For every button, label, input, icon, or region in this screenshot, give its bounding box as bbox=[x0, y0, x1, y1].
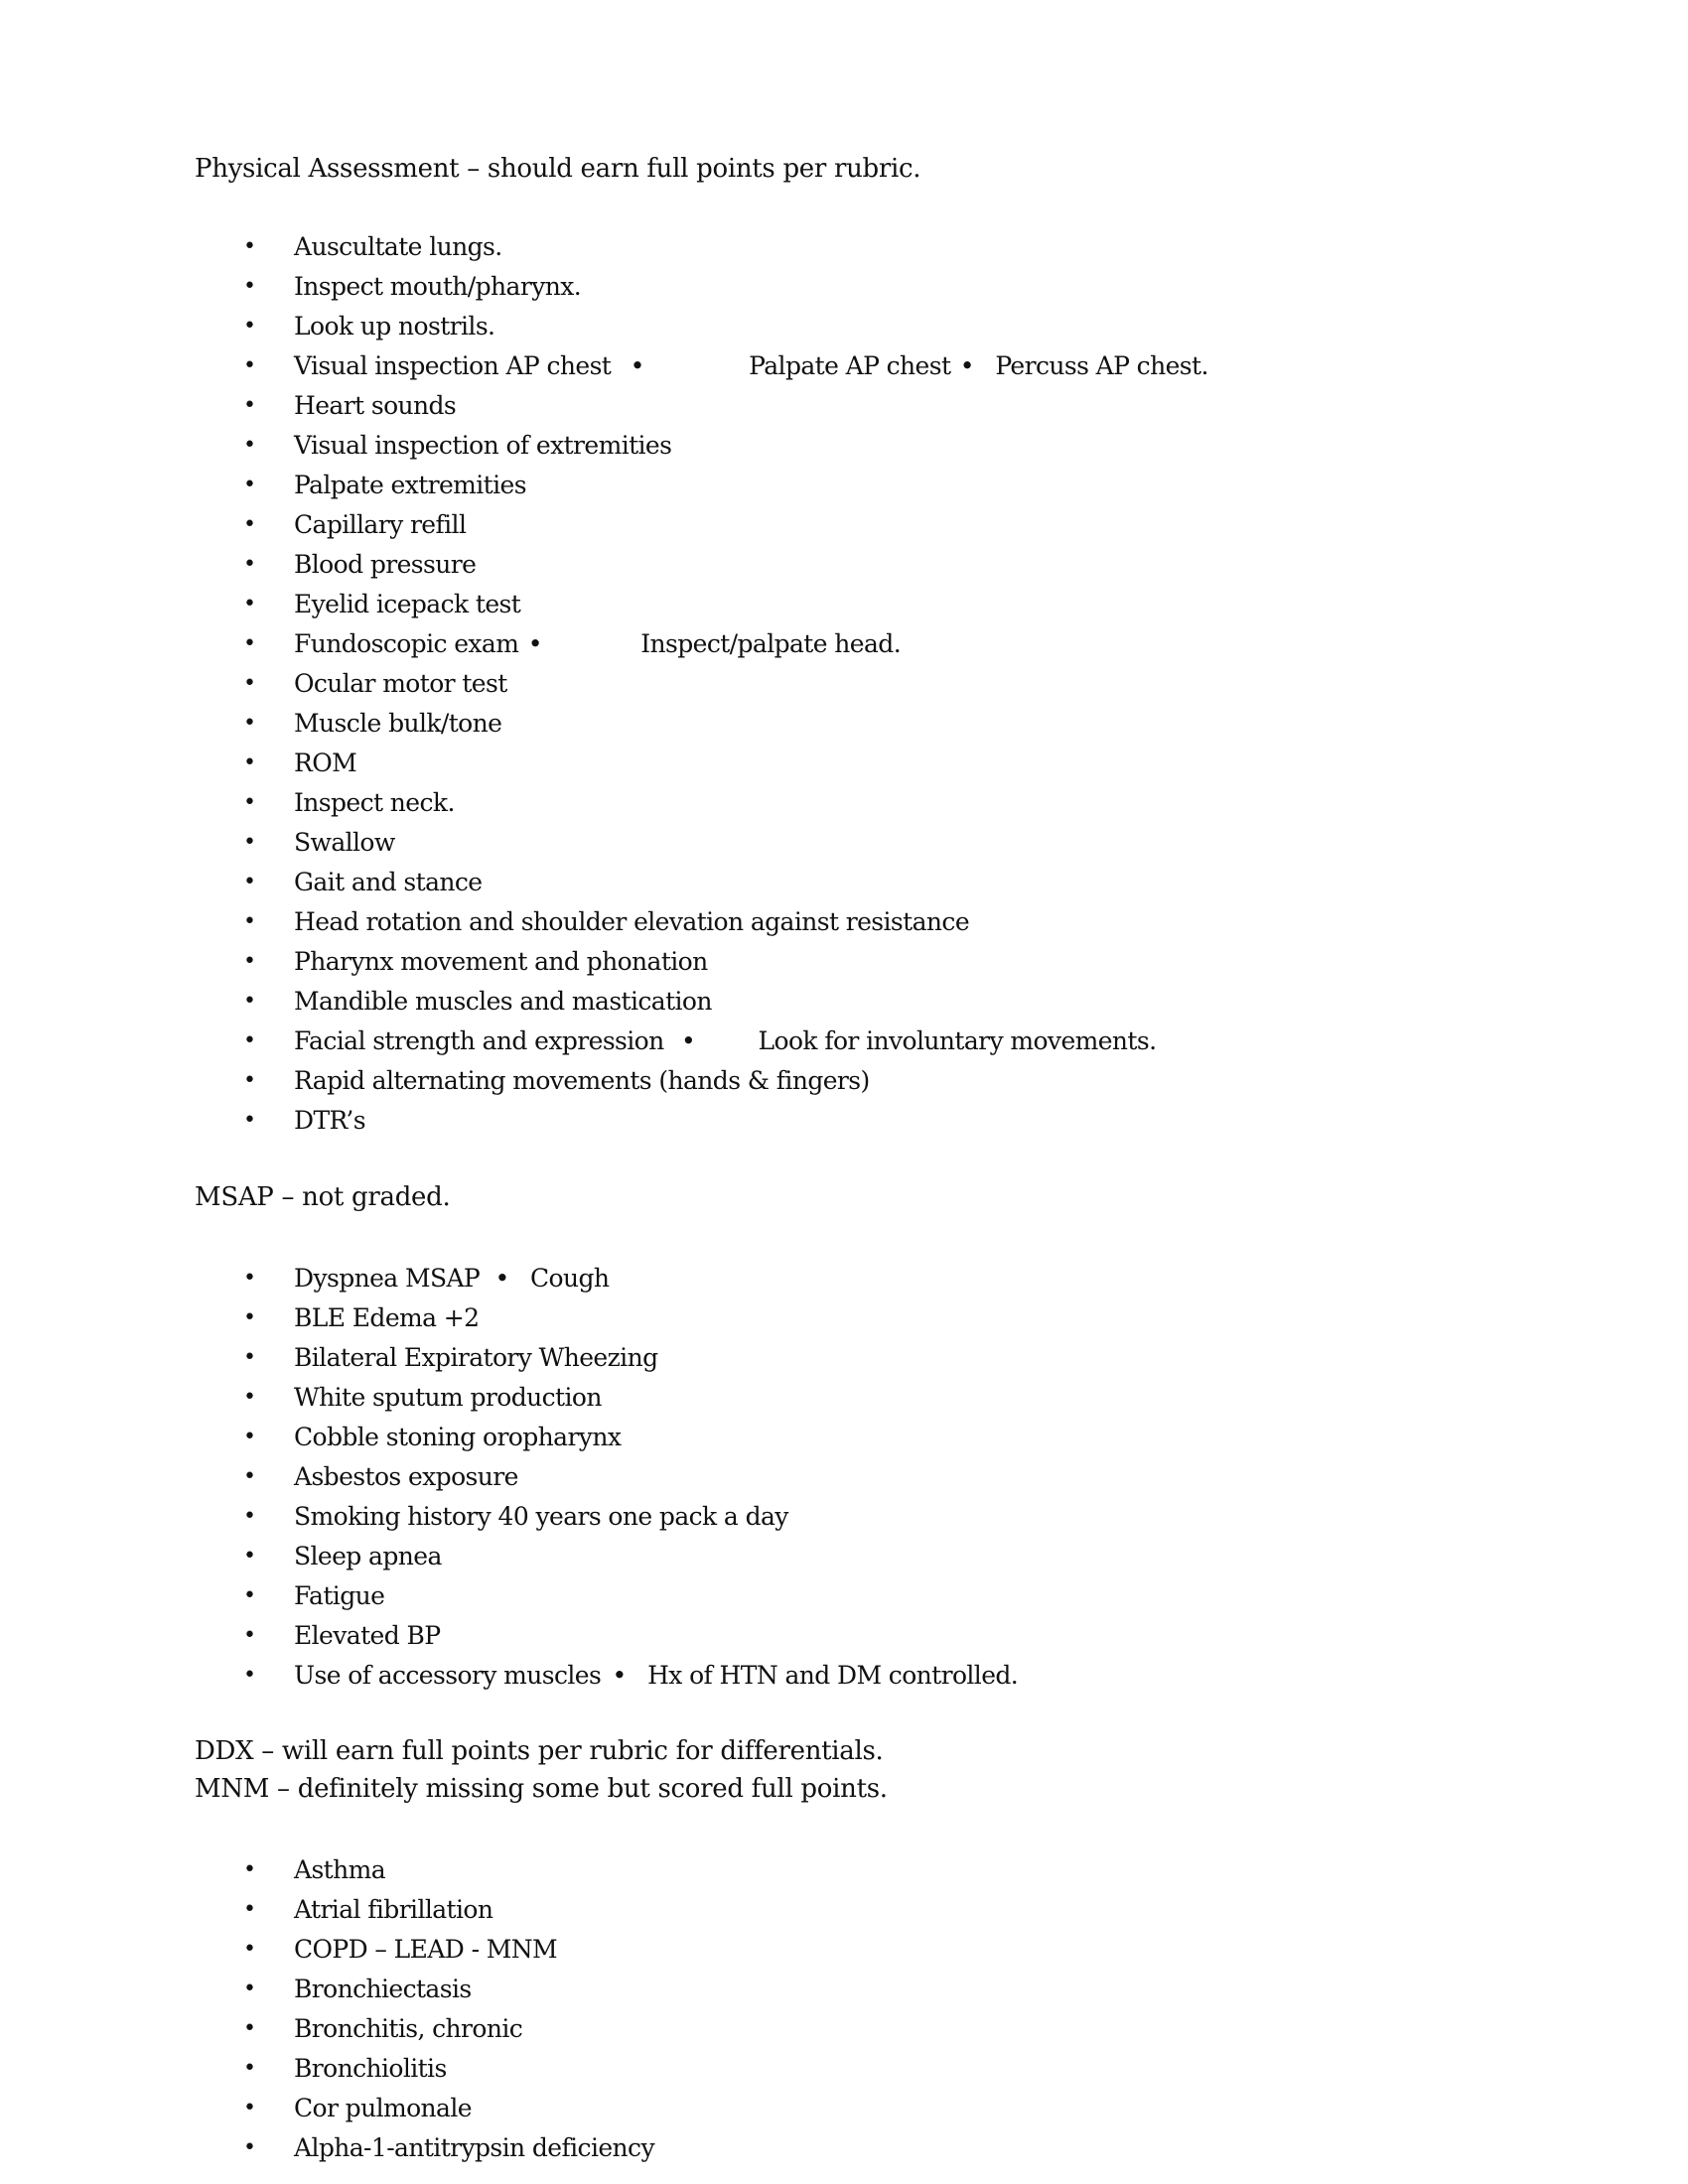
list-item-text: Bronchiectasis bbox=[294, 1975, 472, 2003]
bullet: • bbox=[243, 274, 256, 299]
list-item-text: Ocular motor test bbox=[294, 669, 507, 698]
item-facial-strength: Facial strength and expression bbox=[294, 1026, 664, 1055]
list-item-text: Alpha-1-antitrypsin deficiency bbox=[294, 2133, 654, 2162]
list-item-text: Head rotation and shoulder elevation against resistance bbox=[294, 907, 970, 936]
bullet: • bbox=[243, 1068, 256, 1093]
bullet: • bbox=[243, 1623, 256, 1648]
bullet: • bbox=[243, 234, 256, 259]
heading-msap: MSAP – not graded. bbox=[195, 1182, 451, 1212]
list-item-text: Eyelid icepack test bbox=[294, 590, 521, 618]
list-item-text: Inspect neck. bbox=[294, 788, 455, 817]
bullet: • bbox=[243, 830, 256, 855]
bullet: • bbox=[494, 1264, 509, 1293]
bullet: • bbox=[243, 1977, 256, 2001]
list-item-text: Visual inspection of extremities bbox=[294, 431, 672, 460]
bullet: • bbox=[243, 671, 256, 696]
list-item-text: Capillary refill bbox=[294, 510, 467, 539]
bullet: • bbox=[243, 1345, 256, 1370]
list-item-text: Swallow bbox=[294, 828, 395, 857]
bullet: • bbox=[243, 909, 256, 934]
list-item-text bbox=[294, 624, 901, 664]
list-item-text: Cobble stoning oropharynx bbox=[294, 1423, 622, 1451]
bullet: • bbox=[243, 870, 256, 894]
list-item-text: Auscultate lungs. bbox=[294, 232, 502, 261]
bullet: • bbox=[243, 1583, 256, 1608]
bullet: • bbox=[243, 512, 256, 537]
bullet: • bbox=[630, 351, 644, 380]
item-visual-inspection-ap: Visual inspection AP chest bbox=[294, 351, 612, 380]
list-item-text: Blood pressure bbox=[294, 550, 477, 579]
bullet: • bbox=[243, 353, 256, 378]
list-item-text: Atrial fibrillation bbox=[294, 1895, 493, 1924]
list-item-text: Bronchiolitis bbox=[294, 2054, 447, 2083]
bullet: • bbox=[243, 1425, 256, 1449]
list-item-text: Asbestos exposure bbox=[294, 1462, 518, 1491]
bullet: • bbox=[243, 1897, 256, 1922]
list-item-text: Smoking history 40 years one pack a day bbox=[294, 1502, 788, 1531]
list-item-text: Sleep apnea bbox=[294, 1542, 442, 1570]
bullet: • bbox=[681, 1026, 696, 1055]
list-item-text: Heart sounds bbox=[294, 391, 457, 420]
list-item-text: Bilateral Expiratory Wheezing bbox=[294, 1343, 658, 1372]
list-item-text: Inspect mouth/pharynx. bbox=[294, 272, 582, 301]
bullet: • bbox=[243, 473, 256, 497]
bullet: • bbox=[243, 2056, 256, 2081]
list-item-text: White sputum production bbox=[294, 1383, 602, 1412]
list-item-text: Bronchitis, chronic bbox=[294, 2014, 523, 2043]
bullet: • bbox=[243, 631, 256, 656]
bullet: • bbox=[243, 314, 256, 339]
item-fundoscopic-exam: Fundoscopic exam bbox=[294, 629, 519, 658]
item-palpate-ap: Palpate AP chest bbox=[749, 351, 951, 380]
bullet: • bbox=[959, 351, 974, 380]
list-item-text: Pharynx movement and phonation bbox=[294, 947, 708, 976]
bullet: • bbox=[243, 711, 256, 736]
list-item-text: Cor pulmonale bbox=[294, 2094, 472, 2122]
list-item-text: ROM bbox=[294, 749, 357, 777]
bullet: • bbox=[243, 790, 256, 815]
list-item-text: Mandible muscles and mastication bbox=[294, 987, 712, 1016]
bullet: • bbox=[243, 989, 256, 1014]
list-item-text: Elevated BP bbox=[294, 1621, 441, 1650]
bullet: • bbox=[243, 2135, 256, 2160]
list-item-text: Rapid alternating movements (hands & fingers) bbox=[294, 1066, 870, 1095]
list-item-text: Look up nostrils. bbox=[294, 312, 495, 341]
bullet: • bbox=[243, 552, 256, 577]
bullet: • bbox=[243, 1663, 256, 1688]
item-involuntary-movements: Look for involuntary movements. bbox=[758, 1026, 1157, 1055]
list-item-text: COPD – LEAD - MNM bbox=[294, 1935, 558, 1964]
heading-ddx: DDX – will earn full points per rubric for differentials. bbox=[195, 1736, 884, 1766]
bullet: • bbox=[243, 2016, 256, 2041]
list-item-text: BLE Edema +2 bbox=[294, 1303, 480, 1332]
bullet: • bbox=[243, 1108, 256, 1133]
list-item-text: Muscle bulk/tone bbox=[294, 709, 502, 738]
bullet: • bbox=[243, 1385, 256, 1410]
list-item-text: Fatigue bbox=[294, 1581, 385, 1610]
item-accessory-muscles: Use of accessory muscles bbox=[294, 1661, 602, 1690]
item-cough: Cough bbox=[530, 1264, 610, 1293]
bullet: • bbox=[243, 1305, 256, 1330]
list-item-text bbox=[294, 1259, 609, 1298]
list-item-text bbox=[294, 1656, 1018, 1696]
item-percuss-ap: Percuss AP chest. bbox=[995, 351, 1208, 380]
bullet: • bbox=[243, 433, 256, 458]
bullet: • bbox=[612, 1661, 627, 1690]
bullet: • bbox=[243, 393, 256, 418]
bullet: • bbox=[243, 949, 256, 974]
list-item-text bbox=[294, 346, 1208, 386]
bullet: • bbox=[243, 1544, 256, 1569]
item-inspect-head: Inspect/palpate head. bbox=[640, 629, 902, 658]
list-item-text: Asthma bbox=[294, 1855, 386, 1884]
list-item-text: Gait and stance bbox=[294, 868, 483, 896]
heading-mnm: MNM – definitely missing some but scored full points. bbox=[195, 1774, 888, 1804]
item-dyspnea: Dyspnea MSAP bbox=[294, 1264, 481, 1293]
list-item-text: DTR’s bbox=[294, 1106, 365, 1135]
bullet: • bbox=[243, 1504, 256, 1529]
bullet: • bbox=[243, 1028, 256, 1053]
bullet: • bbox=[243, 751, 256, 775]
list-item-text: Palpate extremities bbox=[294, 471, 526, 499]
bullet: • bbox=[243, 592, 256, 616]
list-item-text bbox=[294, 1022, 1156, 1061]
bullet: • bbox=[243, 1464, 256, 1489]
bullet: • bbox=[243, 2096, 256, 2120]
bullet: • bbox=[527, 629, 542, 658]
item-hx-htn-dm: Hx of HTN and DM controlled. bbox=[647, 1661, 1019, 1690]
bullet: • bbox=[243, 1937, 256, 1962]
bullet: • bbox=[243, 1857, 256, 1882]
heading-physical-assessment: Physical Assessment – should earn full points per rubric. bbox=[195, 154, 921, 184]
bullet: • bbox=[243, 1266, 256, 1291]
